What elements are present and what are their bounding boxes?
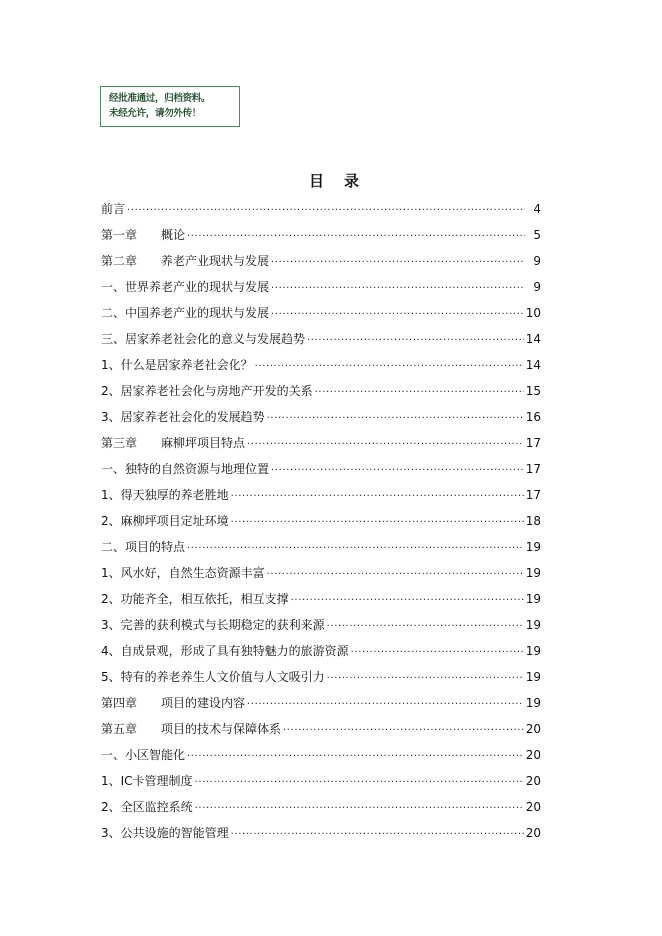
toc-entry[interactable] [101,716,541,742]
toc-entry-label: 2、功能齐全，相互依托，相互支撑 [101,592,289,606]
toc-entry[interactable] [101,196,541,222]
toc-entry-page: 14 [525,358,541,372]
toc-entry[interactable] [101,430,541,456]
toc-entry[interactable] [101,456,541,482]
toc-entry[interactable] [101,768,541,794]
toc-leader-dots [351,640,524,666]
toc-entry-label: 第二章 养老产业现状与发展 [101,254,270,268]
toc-leader-dots [247,692,524,718]
toc-entry-page: 19 [525,670,541,684]
toc-leader-dots [271,276,525,302]
confidential-stamp [100,86,240,127]
toc-entry-label: 第三章 麻柳坪项目特点 [101,436,246,450]
toc-entry-label: 一、小区智能化 [101,748,186,762]
stamp-line-2: 未经允许，请勿外传！ [109,108,202,119]
toc-entry-label: 3、公共设施的智能管理 [101,826,229,840]
toc-entry[interactable] [101,352,541,378]
toc-entry-page: 20 [525,722,541,736]
toc-entry-page: 9 [533,254,541,268]
toc-leader-dots [231,510,524,536]
toc-entry[interactable] [101,404,541,430]
toc-entry-label: 1、IC卡管理制度 [101,774,193,788]
toc-entry-label: 2、麻柳坪项目定址环境 [101,514,229,528]
toc-title: 目录 [308,172,379,190]
toc-entry[interactable] [101,248,541,274]
toc-entry-label: 1、得天独厚的养老胜地 [101,488,229,502]
toc-entry[interactable] [101,638,541,664]
toc-entry-page: 19 [525,644,541,658]
toc-leader-dots [195,770,524,796]
toc-entry-page: 17 [525,462,541,476]
toc-entry-label: 2、全区监控系统 [101,800,193,814]
toc-entry-page: 18 [525,514,541,528]
toc-entry[interactable] [101,690,541,716]
toc-entry[interactable] [101,820,541,846]
toc-entry[interactable] [101,664,541,690]
toc-entry[interactable] [101,378,541,404]
toc-entry[interactable] [101,326,541,352]
toc-leader-dots [267,406,524,432]
toc-entry[interactable] [101,742,541,768]
toc-leader-dots [315,380,524,406]
toc-entry-label: 第四章 项目的建设内容 [101,696,246,710]
toc-entry[interactable] [101,586,541,612]
toc-leader-dots [267,562,524,588]
toc-leader-dots [187,536,524,562]
toc-entry[interactable] [101,612,541,638]
table-of-contents [101,196,541,846]
toc-entry-page: 20 [525,748,541,762]
toc-entry-page: 20 [525,800,541,814]
toc-entry[interactable] [101,534,541,560]
toc-entry-label: 3、居家养老社会化的发展趋势 [101,410,265,424]
toc-leader-dots [195,796,524,822]
toc-entry-page: 19 [525,696,541,710]
toc-entry-page: 9 [533,280,541,294]
toc-entry-page: 19 [525,540,541,554]
toc-entry-label: 一、独特的自然资源与地理位置 [101,462,270,476]
toc-leader-dots [127,198,525,224]
toc-entry-label: 2、居家养老社会化与房地产开发的关系 [101,384,313,398]
toc-entry-page: 5 [533,228,541,242]
toc-entry-label: 3、完善的获利模式与长期稳定的获利来源 [101,618,325,632]
toc-leader-dots [187,224,525,250]
toc-leader-dots [271,458,524,484]
toc-entry-label: 5、特有的养老养生人文价值与人文吸引力 [101,670,325,684]
toc-entry-page: 19 [525,618,541,632]
toc-leader-dots [291,588,524,614]
toc-entry-label: 1、风水好，自然生态资源丰富 [101,566,265,580]
toc-entry-page: 15 [525,384,541,398]
toc-entry-page: 17 [525,436,541,450]
toc-entry-label: 第一章 概论 [101,228,186,242]
toc-leader-dots [283,718,524,744]
toc-entry[interactable] [101,482,541,508]
toc-leader-dots [327,614,524,640]
toc-leader-dots [307,328,524,354]
toc-entry[interactable] [101,560,541,586]
toc-entry-label: 第五章 项目的技术与保障体系 [101,722,282,736]
toc-leader-dots [327,666,524,692]
toc-entry[interactable] [101,222,541,248]
toc-entry-label: 三、居家养老社会化的意义与发展趋势 [101,332,306,346]
toc-entry-label: 4、自成景观，形成了具有独特魅力的旅游资源 [101,644,349,658]
toc-entry-page: 16 [525,410,541,424]
toc-leader-dots [271,250,525,276]
toc-entry-label: 前言 [101,202,126,216]
toc-entry-label: 二、项目的特点 [101,540,186,554]
toc-entry-page: 20 [525,826,541,840]
toc-entry-page: 17 [525,488,541,502]
toc-leader-dots [247,432,524,458]
toc-entry-page: 19 [525,592,541,606]
toc-entry-page: 14 [525,332,541,346]
toc-entry[interactable] [101,794,541,820]
toc-entry-page: 20 [525,774,541,788]
toc-leader-dots [187,744,524,770]
toc-entry[interactable] [101,508,541,534]
toc-entry-label: 二、中国养老产业的现状与发展 [101,306,270,320]
toc-leader-dots [255,354,524,380]
toc-entry[interactable] [101,274,541,300]
stamp-line-1: 经批准通过，归档资料。 [109,93,211,104]
toc-entry-page: 4 [533,202,541,216]
toc-entry-label: 一、世界养老产业的现状与发展 [101,280,270,294]
toc-entry-label: 1、什么是居家养老社会化？ [101,358,253,372]
toc-entry-page: 19 [525,566,541,580]
toc-leader-dots [231,822,524,848]
toc-leader-dots [271,302,524,328]
toc-entry[interactable] [101,300,541,326]
toc-leader-dots [231,484,524,510]
toc-entry-page: 10 [525,306,541,320]
